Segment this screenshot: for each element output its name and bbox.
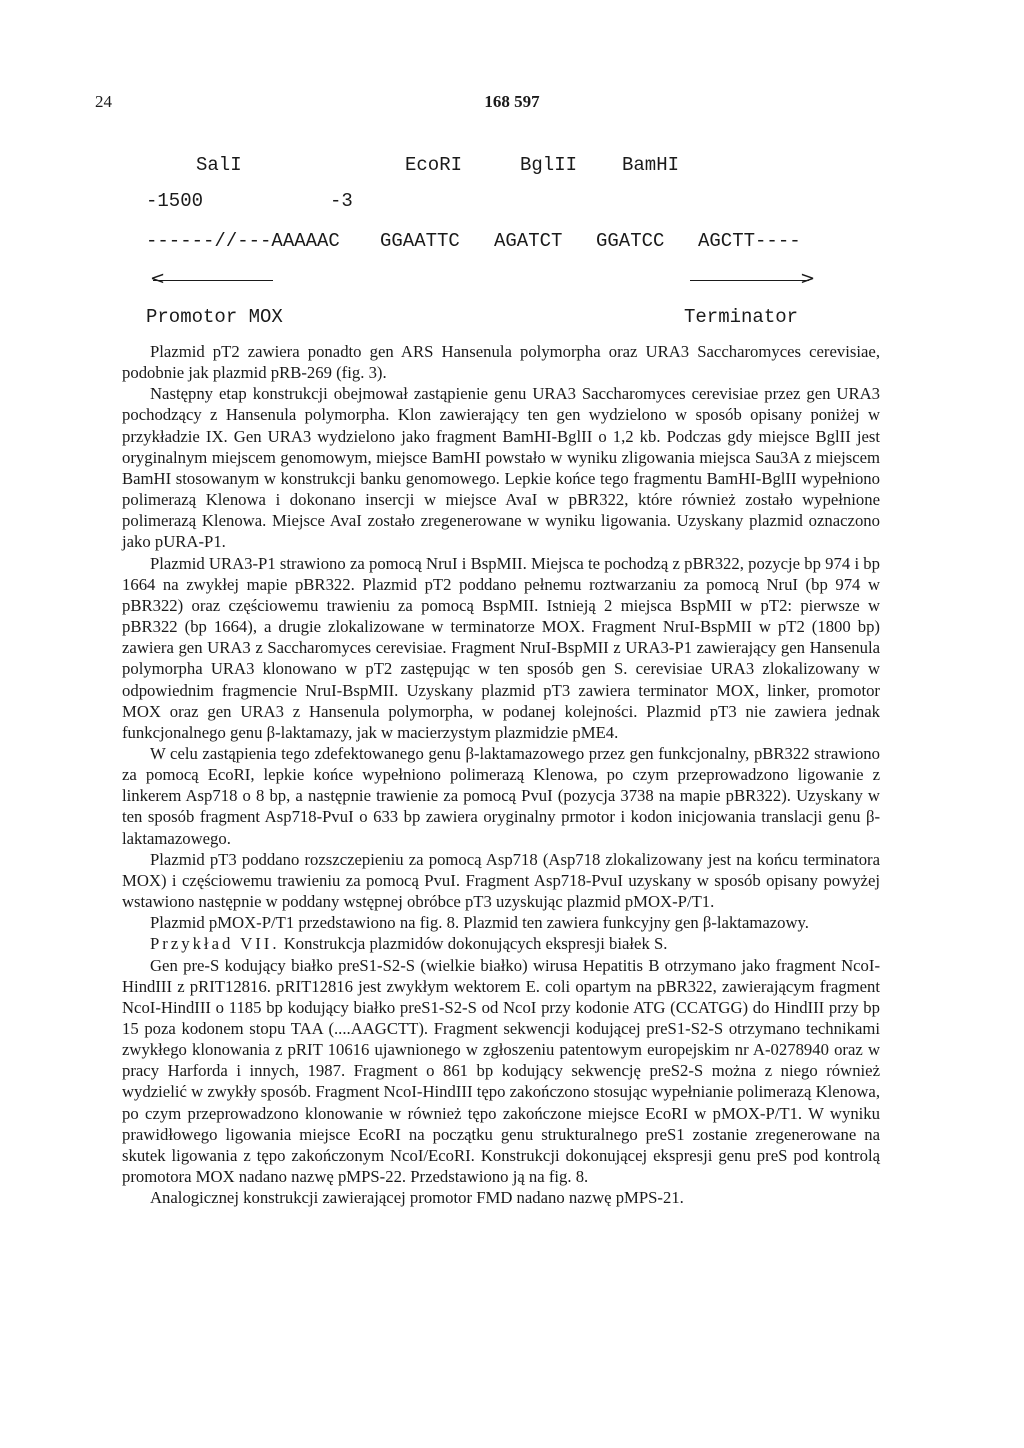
site-label-ecori: EcoRI bbox=[405, 154, 463, 176]
terminator-label: Terminator bbox=[684, 306, 799, 328]
site-label-bamhi: BamHI bbox=[622, 154, 680, 176]
promoter-arrow-line bbox=[153, 280, 273, 281]
sequence-ecori: GGAATTC bbox=[380, 230, 460, 252]
example-heading-paragraph bbox=[122, 933, 880, 954]
paragraph: Plazmid pT3 poddano rozszczepieniu za pomocą Asp718 (Asp718 zlokalizowany jest na końcu terminatora MOX) i częściowemu trawieniu za pomocą PvuI. Fragment Asp718-PvuI uzyskany w sposób opisany powyżej wstawiono następnie w poddany wstępnej obróbce pT3 uzyskując plazmid pMOX-P/T1. bbox=[122, 849, 880, 912]
paragraph: W celu zastąpienia tego zdefektowanego genu β-laktamazowego przez gen funkcjonalny, pBR322 strawiono za pomocą EcoRI, lepkie końce wypełniono polimerazą Klenowa, po czym przeprowadzono ligowanie z linkerem Asp718 o 8 bp, a następnie trawienie za pomocą PvuI (pozycja 3738 na mapie pBR322). Uzyskany w ten sposób fragment Asp718-PvuI o 633 bp zawiera oryginalny prmotor i kodon inicjowania translacji genu β-laktamazowego. bbox=[122, 743, 880, 848]
example-title: Konstrukcja plazmidów dokonujących ekspresji białek S. bbox=[283, 934, 668, 954]
site-label-bglii: BglII bbox=[520, 154, 578, 176]
patent-number: 168 597 bbox=[484, 92, 540, 111]
sequence-left: ------//---AAAAAC bbox=[146, 230, 340, 252]
body-text bbox=[122, 341, 880, 1208]
paragraph: Gen pre-S kodujący białko preS1-S2-S (wielkie białko) wirusa Hepatitis B otrzymano jako fragment NcoI-HindIII z pRIT12816. pRIT12816 jest zwykłym wektorem E. coli opartym na pBR322, zawierającym fragment NcoI-HindIII o 1185 bp kodujący białko preS1-S2-S od NcoI przy kodonie ATG (CCATGG) do HindIII przy bp 15 poza kodonem stopu TAA (....AAGCTT). Fragment sekwencji kodującej preS1-S2-S otrzymano technikami zwykłego klonowania z pRIT 10616 ujawnionego w zgłoszeniu patentowym europejskim nr A-0278940 oraz w pracy Harforda i innych, 1987. Fragment o 861 bp kodujący sekwencję preS2-S można z niego również wydzielić w zwykły sposób. Fragment NcoI-HindIII tępo zakończono stosując wypełnianie polimerazą Klenowa, po czym przeprowadzono klonowanie w również tępo zakończone miejsce EcoRI w pMOX-P/T1. W wyniku prawidłowego ligowania miejsce EcoRI na początku genu strukturalnego preS1 zostanie zregenerowane na skutek ligowania z tępo zakończonym NcoI/EcoRI. Konstrukcji dokonującej ekspresji genu preS pod kontrolą promotora MOX nadano nazwę pMPS-22. Przedstawiono ją na fig. 8. bbox=[122, 955, 880, 1187]
paragraph: Analogicznej konstrukcji zawierającej promotor FMD nadano nazwę pMPS-21. bbox=[150, 1188, 684, 1208]
site-label-sali: SalI bbox=[196, 154, 242, 176]
position-label-3: -3 bbox=[330, 190, 353, 212]
terminator-arrow-line bbox=[690, 280, 809, 281]
sequence-bglii: AGATCT bbox=[494, 230, 563, 252]
sequence-right: AGCTT---- bbox=[698, 230, 801, 252]
page-number: 24 bbox=[95, 92, 112, 111]
sequence-bamhi: GGATCC bbox=[596, 230, 665, 252]
paragraph: Następny etap konstrukcji obejmował zastąpienie genu URA3 Saccharomyces cerevisiae przez gen URA3 pochodzący z Hansenula polymorpha. Klon zawierający ten gen wydzielono w sposób opisany poniżej w przykładzie IX. Gen URA3 wydzielono jako fragment BamHI-BglII o 1,2 kb. Podczas gdy miejsce BglII jest oryginalnym miejscem genomowym, miejsce BamHI powstało w wyniku zligowania miejsca Sau3A z miejscem BamHI stosowanym w konstrukcji banku genomowego. Lepkie końce tego fragmentu BamHI-BglII wypełniono polimerazą Klenowa i dokonano insercji w miejsce AvaI w pBR322, które również zostało wypełnione polimerazą Klenowa. Miejsce AvaI zostało zregenerowane w wyniku ligowania. Uzyskany plazmid oznaczono jako pURA-P1. bbox=[122, 384, 880, 552]
right-arrowhead-icon: > bbox=[800, 268, 816, 289]
paragraph: Plazmid pMOX-P/T1 przedstawiono na fig. 8. Plazmid ten zawiera funkcyjny gen β-laktamazowy. bbox=[150, 913, 809, 933]
left-arrowhead-icon: < bbox=[150, 268, 166, 289]
example-label: Przykład VII. bbox=[150, 934, 280, 954]
promoter-label: Promotor MOX bbox=[146, 306, 283, 328]
position-label-1500: -1500 bbox=[146, 190, 204, 212]
paragraph: Plazmid URA3-P1 strawiono za pomocą NruI i BspMII. Miejsca te pochodzą z pBR322, pozycje bp 974 i bp 1664 na zwykłej mapie pBR322. Plazmid pT2 poddano pełnemu roztwarzaniu za pomocą NruI (bp 974 w pBR322) oraz częściowemu trawieniu za pomocą BspMII. Istnieją 2 miejsca BspMII w pT2: pierwsze w pBR322 (bp 1664), a drugie zlokalizowane w terminatorze MOX. Fragment NruI-BspMII w pT2 (1800 bp) zawiera gen URA3 z Saccharomyces cerevisiae. Fragment NruI-BspMII z URA3-P1 zawierający gen Hansenula polymorpha URA3 klonowano w pT2 zastępując w ten sposób gen S. cerevisiae URA3 zlokalizowany w odpowiednim fragmencie NruI-BspMII. Uzyskany plazmid pT3 zawiera terminator MOX, linker, promotor MOX oraz gen URA3 z Hansenula polymorpha, w podanej kolejności. Plazmid pT3 nie zawiera jednak funkcjonalnego genu β-laktamazy, jak w macierzystym plazmidzie pME4. bbox=[122, 553, 880, 742]
paragraph: Plazmid pT2 zawiera ponadto gen ARS Hansenula polymorpha oraz URA3 Saccharomyces cerevisiae, podobnie jak plazmid pRB-269 (fig. 3). bbox=[122, 342, 880, 383]
